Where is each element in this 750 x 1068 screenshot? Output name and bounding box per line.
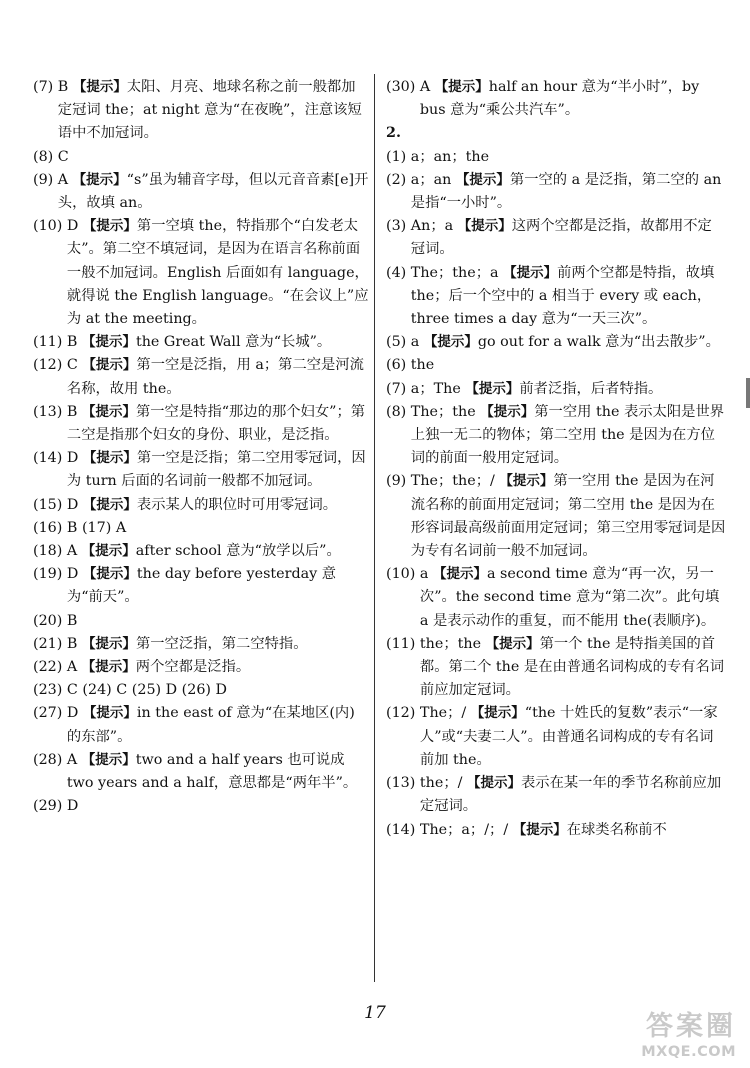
question-number: (16) [33, 519, 67, 536]
hint-label: 【提示】 [81, 751, 136, 768]
explanation-text: 第一空是泛指；第二空用零冠词，因为 turn 后面的名词前一般都不加冠词。 [66, 450, 366, 490]
question-number: (4) [386, 264, 411, 281]
answer-key: B [66, 334, 78, 351]
question-number: (6) [386, 357, 411, 374]
hint-label: 【提示】 [466, 775, 521, 792]
answer-key: D [66, 496, 79, 513]
question-number: (30) [386, 79, 420, 95]
question-number: (2) [386, 171, 411, 188]
answer-item [33, 169, 369, 215]
answer-item [33, 354, 369, 400]
answer-key: A [66, 751, 78, 768]
question-number: (28) [33, 751, 67, 768]
question-number: (1) [386, 148, 411, 165]
answer-item [386, 702, 726, 772]
answer-key: C [57, 148, 69, 165]
explanation-text: in the east of 意为“在某地区(内)的东部”。 [66, 705, 355, 745]
answer-body [67, 401, 369, 447]
explanation-text: after school 意为“放学以后”。 [135, 543, 341, 560]
answer-body [67, 215, 369, 331]
answer-key: B [66, 612, 78, 629]
answer-key: The；a；/；/ [419, 821, 509, 838]
answer-key: a [419, 566, 429, 583]
answer-key: The；the；/ [410, 473, 495, 490]
question-number: (21) [33, 635, 67, 652]
hint-label: 【提示】 [465, 380, 520, 397]
answer-key: B (17) A [66, 519, 127, 536]
explanation-text: 太阳、月亮、地球名称之前一般都加定冠词 the；at night 意为“在夜晚”，注意该短语中不加冠词。 [57, 79, 362, 142]
question-number: (14) [33, 450, 67, 467]
answer-body [411, 215, 726, 261]
answer-key: the；the [419, 635, 482, 652]
hint-label: 【提示】 [499, 473, 554, 490]
hint-label: 【提示】 [81, 334, 136, 351]
page-edge-marker [746, 378, 750, 408]
answer-body [411, 331, 726, 354]
explanation-text: 两个空都是泛指。 [135, 659, 251, 676]
answer-item [33, 610, 369, 633]
answer-body [58, 169, 369, 215]
answer-body [411, 146, 726, 169]
question-number: (5) [386, 334, 411, 351]
answer-body [67, 447, 369, 493]
answer-item [33, 540, 369, 563]
answer-item [33, 656, 369, 679]
answer-key: D [66, 218, 79, 235]
explanation-text: “the 十姓氏的复数”表示“一家人”或“夫妻二人”。由普通名词构成的专有名词前加 the。 [419, 705, 718, 768]
explanation-text: go out for a walk 意为“出去散步”。 [477, 334, 720, 351]
section-heading: 2. [386, 125, 401, 142]
answer-key: A [66, 543, 78, 560]
hint-label: 【提示】 [485, 635, 540, 652]
answer-body [67, 540, 369, 563]
question-number: (22) [33, 659, 67, 676]
explanation-text: 第一个 the 是特指美国的首都。第二个 the 是在由普通名词构成的专有名词前应加定冠词。 [419, 635, 725, 699]
column-divider [374, 74, 375, 982]
answer-key: B [57, 79, 69, 95]
hint-label: 【提示】 [455, 171, 510, 188]
watermark-text-top: 答案圈 [646, 1011, 736, 1042]
answer-body [420, 633, 726, 703]
answer-key: The；the [410, 403, 476, 420]
answer-key: The；/ [419, 705, 467, 722]
answer-item [386, 331, 726, 354]
right-column [386, 76, 726, 842]
explanation-text: 第一空用 the 表示太阳是世界上独一无二的物体；第二空用 the 是因为在方位词的前面一般用定冠词。 [410, 403, 725, 467]
answer-body [411, 262, 726, 332]
answer-key: B [66, 403, 78, 420]
answer-body [420, 819, 726, 842]
question-number: (7) [386, 380, 411, 397]
explanation-text: a second time 意为“再一次，另一次”。the second time 意为“第二次”。此句填 a 是表示动作的重复，而不能用 the(表顺序)。 [419, 566, 720, 629]
answer-item [33, 146, 369, 169]
hint-label: 【提示】 [512, 821, 567, 838]
answer-item [386, 262, 726, 332]
answer-body [411, 470, 726, 563]
left-column [33, 76, 369, 819]
answer-key: D [66, 450, 79, 467]
answer-item [386, 76, 726, 122]
answer-body [67, 331, 369, 354]
answer-key: the；/ [419, 775, 463, 792]
answer-key: C [66, 357, 78, 374]
hint-label: 【提示】 [82, 496, 137, 513]
answer-body [411, 169, 726, 215]
question-number: (10) [33, 218, 67, 235]
answer-item [386, 772, 726, 818]
explanation-text: the day before yesterday 意为“前天”。 [66, 566, 337, 606]
hint-label: 【提示】 [503, 264, 558, 281]
explanation-text: “s”虽为辅音字母，但以元音音素[e]开头，故填 an。 [57, 171, 369, 212]
answer-key: a；an；the [410, 148, 490, 165]
answer-key: An；a [410, 218, 454, 235]
explanation-text: two and a half years 也可说成 two years and a half，意思都是“两年半”。 [66, 751, 358, 792]
answer-body [67, 563, 369, 609]
question-number: (14) [386, 821, 420, 838]
hint-label: 【提示】 [81, 543, 136, 560]
answer-body [67, 679, 369, 702]
answer-item [386, 470, 726, 563]
question-number: (8) [386, 403, 411, 420]
question-number: (10) [386, 566, 420, 583]
answer-body [67, 354, 369, 400]
question-number: (3) [386, 218, 411, 235]
hint-label: 【提示】 [434, 79, 489, 95]
answer-item [386, 401, 726, 471]
answer-body [411, 401, 726, 471]
question-number: (13) [386, 775, 420, 792]
question-number: (9) [33, 171, 58, 188]
explanation-text: half an hour 意为“半小时”，by bus 意为“乘公共汽车”。 [419, 79, 700, 119]
answer-key: D [66, 798, 79, 815]
hint-label: 【提示】 [72, 171, 127, 188]
explanation-text: 表示在某一年的季节名称前应加定冠词。 [419, 775, 722, 815]
explanation-text: 这两个空都是泛指，故都用不定冠词。 [410, 218, 712, 258]
watermark-logo [618, 1004, 738, 1060]
answer-item [33, 563, 369, 609]
answer-body [67, 610, 369, 633]
hint-label: 【提示】 [81, 403, 136, 420]
answer-key: C (24) C (25) D (26) D [66, 682, 228, 699]
answer-key: B [66, 635, 78, 652]
answer-item [33, 331, 369, 354]
answer-body [67, 795, 369, 818]
answer-body [67, 656, 369, 679]
answer-item [33, 702, 369, 748]
explanation-text: 前者泛指，后者特指。 [519, 380, 663, 397]
answer-item [33, 679, 369, 702]
explanation-text: 第一空填 the，特指那个“白发老太太”。第二空不填冠词，是因为在语言名称前面一般不加冠词。English 后面如有 language，就得说 the English language。“在会议上”应为 at the meeting。 [66, 218, 369, 328]
explanation-text: 第一空用 the 是因为在河流名称的前面用定冠词；第二空用 the 是因为在形容词最高级前面用定冠词；第三空用零冠词是因为专有名词前一般不加冠词。 [410, 473, 726, 560]
answer-body [420, 76, 726, 122]
answer-item [386, 215, 726, 261]
answer-item [386, 122, 726, 145]
answer-body [411, 378, 726, 401]
answer-body [58, 76, 369, 146]
page-number: 17 [364, 1003, 386, 1023]
question-number: (29) [33, 798, 67, 815]
hint-label: 【提示】 [432, 566, 487, 583]
answer-item [33, 447, 369, 493]
answer-item [33, 633, 369, 656]
hint-label: 【提示】 [82, 566, 137, 583]
hint-label: 【提示】 [457, 218, 512, 235]
hint-label: 【提示】 [81, 635, 136, 652]
explanation-text: 表示某人的职位时可用零冠词。 [136, 496, 338, 513]
answer-item [33, 76, 369, 146]
explanation-text: 第一空的 a 是泛指，第二空的 an 是指“一小时”。 [410, 171, 722, 212]
answer-body [67, 702, 369, 748]
hint-label: 【提示】 [82, 218, 137, 235]
answer-key: A [419, 79, 431, 95]
answer-item [386, 819, 726, 842]
answer-item [33, 795, 369, 818]
answer-item [386, 146, 726, 169]
answer-key: a；The [410, 380, 461, 397]
question-number: (15) [33, 496, 67, 513]
answer-item [386, 169, 726, 215]
question-number: (12) [33, 357, 67, 374]
question-number: (13) [33, 403, 67, 420]
answer-key: D [66, 705, 79, 722]
answer-body [67, 749, 369, 795]
answer-body [67, 517, 369, 540]
explanation-text: the Great Wall 意为“长城”。 [135, 334, 332, 351]
explanation-text: 在球类名称前不 [566, 821, 667, 838]
answer-body [411, 354, 726, 377]
answer-key: A [66, 659, 78, 676]
question-number: (8) [33, 148, 58, 165]
question-number: (27) [33, 705, 67, 722]
hint-label: 【提示】 [480, 403, 535, 420]
answer-key: D [66, 566, 79, 583]
hint-label: 【提示】 [470, 705, 525, 722]
hint-label: 【提示】 [423, 334, 478, 351]
answer-item [386, 378, 726, 401]
answer-key: The；the；a [410, 264, 499, 281]
question-number: (11) [33, 334, 67, 351]
answer-body [58, 146, 369, 169]
answer-item [386, 633, 726, 703]
answer-body [420, 563, 726, 633]
explanation-text: 第一空是特指“那边的那个妇女”；第二空是指那个妇女的身份、职业，是泛指。 [66, 403, 366, 444]
hint-label: 【提示】 [82, 705, 137, 722]
answer-key: A [57, 171, 69, 188]
answer-body [420, 702, 726, 772]
question-number: (20) [33, 612, 67, 629]
explanation-text: 第一空泛指，第二空特指。 [135, 635, 308, 652]
watermark-text-bottom: MXQE.COM [641, 1044, 736, 1060]
answer-key: the [410, 357, 435, 374]
explanation-text: 前两个空都是特指，故填 the；后一个空中的 a 相当于 every 或 each，three times a day 意为“一天三次”。 [410, 264, 715, 328]
question-number: (18) [33, 543, 67, 560]
question-number: (11) [386, 635, 420, 652]
answer-item [386, 563, 726, 633]
answer-item [33, 517, 369, 540]
question-number: (23) [33, 682, 67, 699]
answer-key: a；an [410, 171, 452, 188]
question-number: (9) [386, 473, 411, 490]
answer-item [386, 354, 726, 377]
answer-item [33, 749, 369, 795]
hint-label: 【提示】 [82, 357, 137, 374]
hint-label: 【提示】 [82, 450, 137, 467]
answer-key: a [410, 334, 420, 351]
answer-body [401, 122, 726, 145]
answer-body [420, 772, 726, 818]
answer-body [67, 494, 369, 517]
answer-body [67, 633, 369, 656]
hint-label: 【提示】 [81, 659, 136, 676]
answer-item [33, 401, 369, 447]
explanation-text: 第一空是泛指，用 a；第二空是河流名称，故用 the。 [66, 357, 364, 397]
hint-label: 【提示】 [72, 79, 127, 95]
question-number: (19) [33, 566, 67, 583]
answer-item [33, 215, 369, 331]
answer-item [33, 494, 369, 517]
question-number: (12) [386, 705, 420, 722]
question-number: (7) [33, 79, 58, 95]
